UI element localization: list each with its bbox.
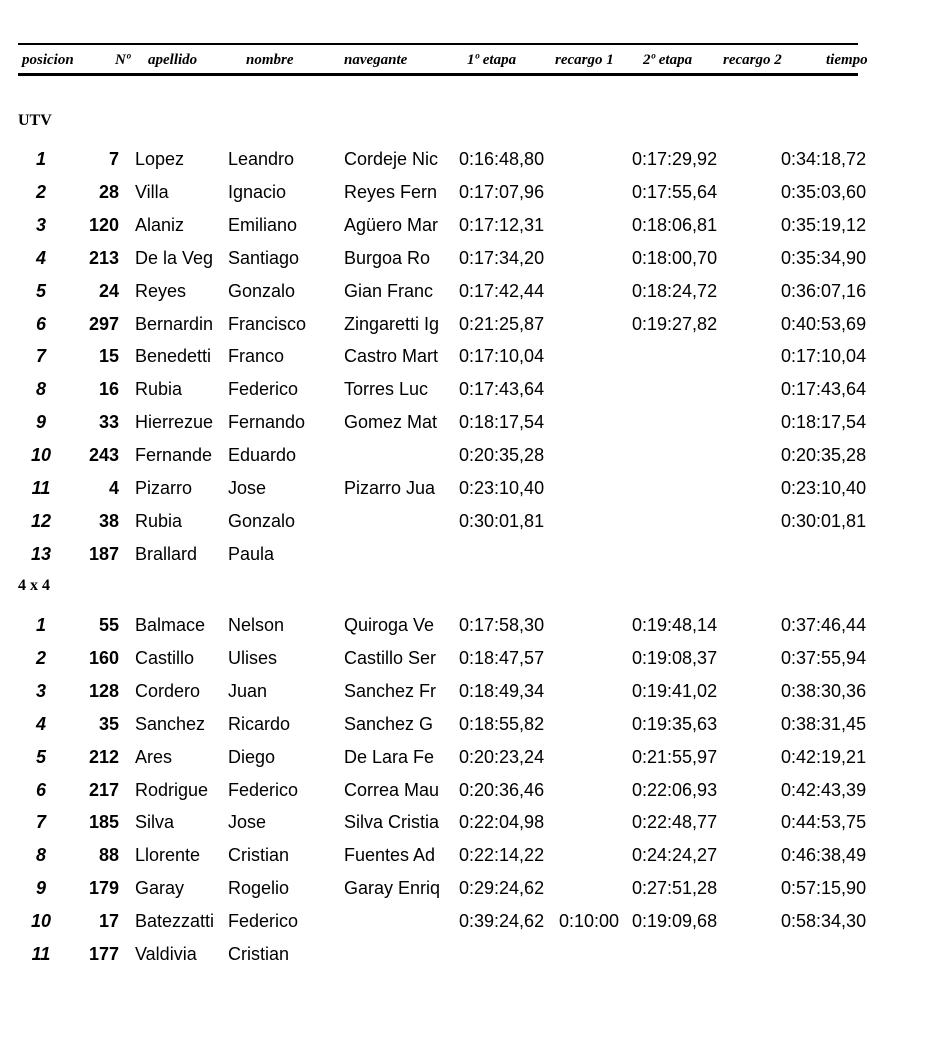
cell-navigator: Sanchez G bbox=[344, 714, 434, 734]
cell-stage1-time: 0:23:10,40 bbox=[459, 478, 545, 498]
cell-total-time: 0:35:19,12 bbox=[781, 215, 867, 235]
table-row bbox=[0, 476, 937, 500]
cell-surname: Lopez bbox=[135, 149, 185, 169]
cell-total-time: 0:23:10,40 bbox=[781, 478, 867, 498]
cell-first-name: Ignacio bbox=[228, 182, 287, 202]
cell-navigator: Garay Enriq bbox=[344, 878, 441, 898]
table-row bbox=[0, 712, 937, 736]
cell-total-time: 0:34:18,72 bbox=[781, 149, 867, 169]
table-row bbox=[0, 646, 937, 670]
cell-stage2-time: 0:19:27,82 bbox=[632, 314, 718, 334]
cell-first-name: Jose bbox=[228, 812, 267, 832]
cell-surname: Rodrigue bbox=[135, 780, 209, 800]
header-etapa1: 1º etapa bbox=[467, 52, 517, 68]
cell-position: 7 bbox=[35, 346, 46, 366]
cell-surname: Alaniz bbox=[135, 215, 185, 235]
cell-stage1-time: 0:17:10,04 bbox=[459, 346, 545, 366]
cell-navigator: Correa Mau bbox=[344, 780, 440, 800]
cell-stage2-time: 0:22:06,93 bbox=[632, 780, 718, 800]
table-row bbox=[0, 279, 937, 303]
cell-number: 24 bbox=[98, 281, 119, 301]
cell-stage1-time: 0:17:07,96 bbox=[459, 182, 545, 202]
table-row bbox=[0, 810, 937, 834]
cell-number: 160 bbox=[88, 648, 119, 668]
cell-stage2-time: 0:24:24,27 bbox=[632, 845, 718, 865]
cell-total-time: 0:18:17,54 bbox=[781, 412, 867, 432]
cell-total-time: 0:35:34,90 bbox=[781, 248, 867, 268]
cell-number: 88 bbox=[98, 845, 119, 865]
cell-first-name: Cristian bbox=[228, 845, 290, 865]
cell-stage2-time: 0:19:35,63 bbox=[632, 714, 718, 734]
cell-stage1-time: 0:17:58,30 bbox=[459, 615, 545, 635]
cell-number: 179 bbox=[88, 878, 119, 898]
cell-first-name: Nelson bbox=[228, 615, 285, 635]
cell-surname: Valdivia bbox=[135, 944, 197, 964]
cell-total-time: 0:38:31,45 bbox=[781, 714, 867, 734]
cell-position: 9 bbox=[35, 412, 46, 432]
cell-surname: Rubia bbox=[135, 379, 183, 399]
cell-stage2-time: 0:17:29,92 bbox=[632, 149, 718, 169]
cell-surname: Villa bbox=[135, 182, 169, 202]
cell-number: 185 bbox=[88, 812, 119, 832]
cell-number: 17 bbox=[98, 911, 119, 931]
cell-number: 217 bbox=[88, 780, 119, 800]
table-row bbox=[0, 147, 937, 171]
cell-stage2-time: 0:19:09,68 bbox=[632, 911, 718, 931]
table-row bbox=[0, 509, 937, 533]
cell-first-name: Cristian bbox=[228, 944, 290, 964]
cell-stage2-time: 0:18:00,70 bbox=[632, 248, 718, 268]
table-row bbox=[0, 312, 937, 336]
header-tiempo: tiempo bbox=[826, 52, 868, 68]
cell-surname: Benedetti bbox=[135, 346, 212, 366]
cell-stage1-time: 0:18:47,57 bbox=[459, 648, 545, 668]
cell-navigator: Silva Cristia bbox=[344, 812, 440, 832]
cell-first-name: Federico bbox=[228, 911, 299, 931]
cell-navigator: Castro Mart bbox=[344, 346, 439, 366]
cell-navigator: Reyes Fern bbox=[344, 182, 438, 202]
table-row bbox=[0, 246, 937, 270]
cell-number: 35 bbox=[98, 714, 119, 734]
cell-first-name: Federico bbox=[228, 780, 299, 800]
cell-position: 2 bbox=[35, 182, 46, 202]
cell-stage1-time: 0:39:24,62 bbox=[459, 911, 545, 931]
cell-position: 7 bbox=[35, 812, 46, 832]
cell-total-time: 0:42:19,21 bbox=[781, 747, 867, 767]
cell-first-name: Ricardo bbox=[228, 714, 291, 734]
cell-first-name: Ulises bbox=[228, 648, 278, 668]
cell-position: 9 bbox=[35, 878, 46, 898]
cell-number: 33 bbox=[98, 412, 119, 432]
cell-number: 28 bbox=[98, 182, 119, 202]
cell-number: 297 bbox=[88, 314, 119, 334]
cell-surname: Hierrezue bbox=[135, 412, 214, 432]
table-row bbox=[0, 876, 937, 900]
header-navegante: navegante bbox=[344, 52, 408, 68]
cell-position: 6 bbox=[35, 314, 46, 334]
table-row bbox=[0, 344, 937, 368]
cell-surname: Bernardin bbox=[135, 314, 214, 334]
cell-total-time: 0:40:53,69 bbox=[781, 314, 867, 334]
table-row bbox=[0, 542, 937, 566]
cell-position: 10 bbox=[30, 911, 52, 931]
cell-surname: Brallard bbox=[135, 544, 198, 564]
cell-navigator: Torres Luc bbox=[344, 379, 429, 399]
table-row bbox=[0, 745, 937, 769]
cell-first-name: Juan bbox=[228, 681, 268, 701]
cell-position: 4 bbox=[35, 248, 46, 268]
cell-total-time: 0:17:10,04 bbox=[781, 346, 867, 366]
header-apellido: apellido bbox=[148, 52, 198, 68]
table-row bbox=[0, 180, 937, 204]
cell-position: 8 bbox=[35, 379, 46, 399]
cell-surname: Llorente bbox=[135, 845, 201, 865]
cell-stage1-time: 0:18:55,82 bbox=[459, 714, 545, 734]
cell-navigator: Cordeje Nic bbox=[344, 149, 439, 169]
cell-stage1-time: 0:30:01,81 bbox=[459, 511, 545, 531]
table-row bbox=[0, 213, 937, 237]
cell-surname: Cordero bbox=[135, 681, 201, 701]
cell-stage2-time: 0:18:06,81 bbox=[632, 215, 718, 235]
header-top-rule bbox=[18, 43, 858, 45]
table-row bbox=[0, 942, 937, 966]
cell-first-name: Santiago bbox=[228, 248, 300, 268]
cell-surname: Garay bbox=[135, 878, 185, 898]
cell-navigator: Quiroga Ve bbox=[344, 615, 435, 635]
cell-surname: De la Veg bbox=[135, 248, 214, 268]
cell-position: 1 bbox=[35, 149, 46, 169]
cell-stage2-time: 0:19:41,02 bbox=[632, 681, 718, 701]
table-row bbox=[0, 679, 937, 703]
cell-number: 177 bbox=[88, 944, 119, 964]
cell-total-time: 0:58:34,30 bbox=[781, 911, 867, 931]
section-title: 4 x 4 bbox=[18, 577, 50, 594]
cell-stage1-time: 0:20:23,24 bbox=[459, 747, 545, 767]
cell-surname: Castillo bbox=[135, 648, 195, 668]
table-row bbox=[0, 377, 937, 401]
cell-surname: Fernande bbox=[135, 445, 213, 465]
cell-position: 8 bbox=[35, 845, 46, 865]
header-numero: Nº bbox=[115, 52, 131, 68]
cell-position: 6 bbox=[35, 780, 46, 800]
cell-total-time: 0:37:46,44 bbox=[781, 615, 867, 635]
cell-navigator: Burgoa Ro bbox=[344, 248, 431, 268]
header-etapa2: 2º etapa bbox=[643, 52, 693, 68]
cell-stage1-time: 0:18:49,34 bbox=[459, 681, 545, 701]
cell-position: 13 bbox=[30, 544, 52, 564]
cell-stage2-time: 0:19:48,14 bbox=[632, 615, 718, 635]
cell-stage2-time: 0:22:48,77 bbox=[632, 812, 718, 832]
table-row bbox=[0, 613, 937, 637]
cell-surname: Sanchez bbox=[135, 714, 206, 734]
cell-number: 16 bbox=[98, 379, 119, 399]
cell-total-time: 0:38:30,36 bbox=[781, 681, 867, 701]
cell-stage1-time: 0:18:17,54 bbox=[459, 412, 545, 432]
cell-position: 12 bbox=[30, 511, 52, 531]
cell-stage1-time: 0:20:35,28 bbox=[459, 445, 545, 465]
cell-first-name: Francisco bbox=[228, 314, 307, 334]
cell-number: 120 bbox=[88, 215, 119, 235]
cell-number: 128 bbox=[88, 681, 119, 701]
cell-total-time: 0:37:55,94 bbox=[781, 648, 867, 668]
cell-navigator: Pizarro Jua bbox=[344, 478, 436, 498]
cell-surname: Silva bbox=[135, 812, 175, 832]
cell-position: 2 bbox=[35, 648, 46, 668]
table-row bbox=[0, 443, 937, 467]
cell-stage1-time: 0:21:25,87 bbox=[459, 314, 545, 334]
header-bottom-rule bbox=[18, 73, 858, 76]
cell-first-name: Diego bbox=[228, 747, 276, 767]
cell-number: 55 bbox=[98, 615, 119, 635]
cell-position: 11 bbox=[31, 478, 51, 498]
cell-first-name: Rogelio bbox=[228, 878, 290, 898]
cell-stage2-time: 0:27:51,28 bbox=[632, 878, 718, 898]
cell-total-time: 0:46:38,49 bbox=[781, 845, 867, 865]
cell-position: 5 bbox=[35, 281, 46, 301]
cell-position: 5 bbox=[35, 747, 46, 767]
cell-number: 187 bbox=[88, 544, 119, 564]
cell-stage2-time: 0:21:55,97 bbox=[632, 747, 718, 767]
cell-total-time: 0:44:53,75 bbox=[781, 812, 867, 832]
cell-surname: Ares bbox=[135, 747, 173, 767]
cell-number: 15 bbox=[98, 346, 119, 366]
cell-first-name: Gonzalo bbox=[228, 511, 296, 531]
table-row bbox=[0, 410, 937, 434]
cell-first-name: Federico bbox=[228, 379, 299, 399]
cell-stage1-time: 0:22:04,98 bbox=[459, 812, 545, 832]
table-row bbox=[0, 843, 937, 867]
cell-first-name: Franco bbox=[228, 346, 285, 366]
cell-surname: Batezzatti bbox=[135, 911, 215, 931]
header-nombre: nombre bbox=[246, 52, 294, 68]
cell-stage1-time: 0:16:48,80 bbox=[459, 149, 545, 169]
cell-number: 38 bbox=[98, 511, 119, 531]
cell-navigator: Castillo Ser bbox=[344, 648, 437, 668]
cell-navigator: Sanchez Fr bbox=[344, 681, 437, 701]
header-recargo1: recargo 1 bbox=[555, 52, 614, 68]
cell-first-name: Fernando bbox=[228, 412, 306, 432]
cell-stage1-time: 0:17:12,31 bbox=[459, 215, 545, 235]
cell-first-name: Leandro bbox=[228, 149, 295, 169]
cell-total-time: 0:20:35,28 bbox=[781, 445, 867, 465]
cell-navigator: Gomez Mat bbox=[344, 412, 438, 432]
cell-stage1-time: 0:17:34,20 bbox=[459, 248, 545, 268]
section-title: UTV bbox=[18, 112, 52, 129]
cell-number: 4 bbox=[108, 478, 119, 498]
table-row bbox=[0, 909, 937, 933]
cell-surname: Pizarro bbox=[135, 478, 193, 498]
cell-number: 212 bbox=[88, 747, 119, 767]
cell-stage1-time: 0:17:42,44 bbox=[459, 281, 545, 301]
cell-total-time: 0:30:01,81 bbox=[781, 511, 867, 531]
cell-number: 7 bbox=[108, 149, 119, 169]
cell-navigator: Fuentes Ad bbox=[344, 845, 436, 865]
cell-first-name: Gonzalo bbox=[228, 281, 296, 301]
cell-position: 11 bbox=[31, 944, 51, 964]
table-row bbox=[0, 778, 937, 802]
cell-stage1-time: 0:29:24,62 bbox=[459, 878, 545, 898]
cell-total-time: 0:35:03,60 bbox=[781, 182, 867, 202]
cell-total-time: 0:36:07,16 bbox=[781, 281, 867, 301]
cell-surname: Reyes bbox=[135, 281, 187, 301]
cell-surname: Rubia bbox=[135, 511, 183, 531]
cell-position: 10 bbox=[30, 445, 52, 465]
cell-position: 4 bbox=[35, 714, 46, 734]
cell-total-time: 0:57:15,90 bbox=[781, 878, 867, 898]
cell-stage2-time: 0:19:08,37 bbox=[632, 648, 718, 668]
cell-stage1-time: 0:20:36,46 bbox=[459, 780, 545, 800]
cell-penalty1: 0:10:00 bbox=[559, 911, 620, 931]
cell-stage2-time: 0:17:55,64 bbox=[632, 182, 718, 202]
cell-number: 243 bbox=[88, 445, 119, 465]
cell-navigator: Agüero Mar bbox=[344, 215, 439, 235]
cell-first-name: Emiliano bbox=[228, 215, 298, 235]
cell-total-time: 0:42:43,39 bbox=[781, 780, 867, 800]
header-posicion: posicion bbox=[22, 52, 74, 68]
cell-position: 1 bbox=[35, 615, 46, 635]
cell-first-name: Paula bbox=[228, 544, 275, 564]
cell-first-name: Jose bbox=[228, 478, 267, 498]
cell-navigator: De Lara Fe bbox=[344, 747, 435, 767]
cell-stage1-time: 0:17:43,64 bbox=[459, 379, 545, 399]
header-recargo2: recargo 2 bbox=[723, 52, 782, 68]
cell-total-time: 0:17:43,64 bbox=[781, 379, 867, 399]
cell-stage2-time: 0:18:24,72 bbox=[632, 281, 718, 301]
cell-position: 3 bbox=[35, 215, 46, 235]
cell-surname: Balmace bbox=[135, 615, 206, 635]
cell-position: 3 bbox=[35, 681, 46, 701]
cell-first-name: Eduardo bbox=[228, 445, 297, 465]
cell-number: 213 bbox=[88, 248, 119, 268]
cell-stage1-time: 0:22:14,22 bbox=[459, 845, 545, 865]
cell-navigator: Zingaretti Ig bbox=[344, 314, 440, 334]
cell-navigator: Gian Franc bbox=[344, 281, 434, 301]
